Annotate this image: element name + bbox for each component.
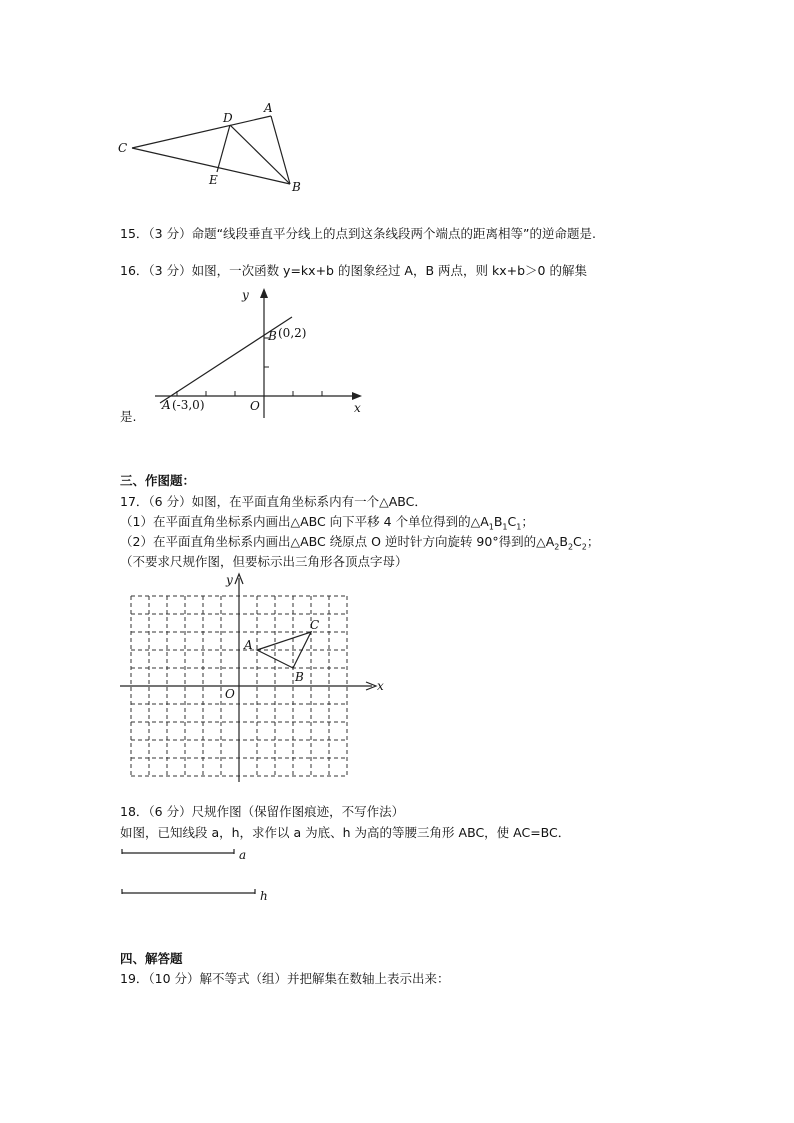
question-17-part-2: （2）在平面直角坐标系内画出△ABC 绕原点 O 逆时针方向旋转 90°得到的$\triangle A_2B_2C_2$；	[120, 534, 600, 552]
label-A: A	[264, 101, 273, 115]
x-ticks	[177, 391, 322, 396]
point-A-coord: (-3,0)	[172, 398, 205, 412]
question-18-title: 18．（6 分）尺规作图（保留作图痕迹，不写作法）	[120, 804, 405, 819]
section-3-title: 三、作图题：	[120, 473, 196, 488]
y-axis-arrow	[260, 288, 268, 298]
question-16-tail: 是.	[120, 409, 137, 424]
label-D: D	[223, 111, 233, 125]
grid-x-label: x	[377, 679, 384, 693]
question-17-stem: 17．（6 分）如图，在平面直角坐标系内有一个△ABC．	[120, 494, 427, 509]
grid-point-A: A	[244, 638, 253, 652]
segment-a-label: a	[239, 848, 247, 862]
label-B: B	[292, 180, 301, 194]
triangle-figure	[110, 95, 330, 200]
coordinate-grid-figure	[120, 570, 390, 785]
question-15: 15．（3 分）命题“线段垂直平分线上的点到这条线段两个端点的距离相等”的逆命题是.	[120, 226, 597, 241]
x-axis-label: x	[354, 401, 361, 415]
question-18-body: 如图，已知线段 a，h，求作以 a 为底、h 为高的等腰三角形 ABC，使 AC=BC．	[120, 825, 571, 840]
segment-AB	[271, 116, 290, 184]
segment-h-figure	[118, 885, 278, 905]
segment-CA	[132, 116, 271, 148]
grid-y-label: y	[226, 573, 233, 587]
segment-DE	[217, 125, 230, 172]
y-axis-label: y	[242, 288, 249, 302]
segment-h-label: h	[260, 889, 268, 903]
grid-point-B: B	[295, 670, 304, 684]
point-A-label: A	[162, 398, 171, 412]
section-4-title: 四、解答题	[120, 951, 183, 966]
question-17-note: （不要求尺规作图，但要标示出三角形各顶点字母）	[120, 554, 408, 569]
point-B-label: B	[268, 329, 277, 343]
label-E: E	[209, 173, 218, 187]
grid-point-C: C	[310, 618, 320, 632]
question-19: 19．（10 分）解不等式（组）并把解集在数轴上表示出来：	[120, 971, 450, 986]
point-B-coord: (0,2)	[278, 326, 307, 340]
linear-function-graph	[150, 283, 370, 423]
x-axis-arrow	[352, 392, 362, 400]
grid-origin-label: O	[225, 687, 235, 701]
segment-a-figure	[118, 845, 258, 865]
origin-label: O	[250, 399, 260, 413]
label-C: C	[118, 141, 128, 155]
question-16: 16．（3 分）如图，一次函数 y=kx+b 的图象经过 A，B 两点，则 kx+b＞0 的解集	[120, 263, 587, 278]
question-17-part-1: （1）在平面直角坐标系内画出△ABC 向下平移 4 个单位得到的$\triangle A_1B_1C_1$；	[120, 514, 534, 532]
segment-DB	[230, 125, 290, 184]
